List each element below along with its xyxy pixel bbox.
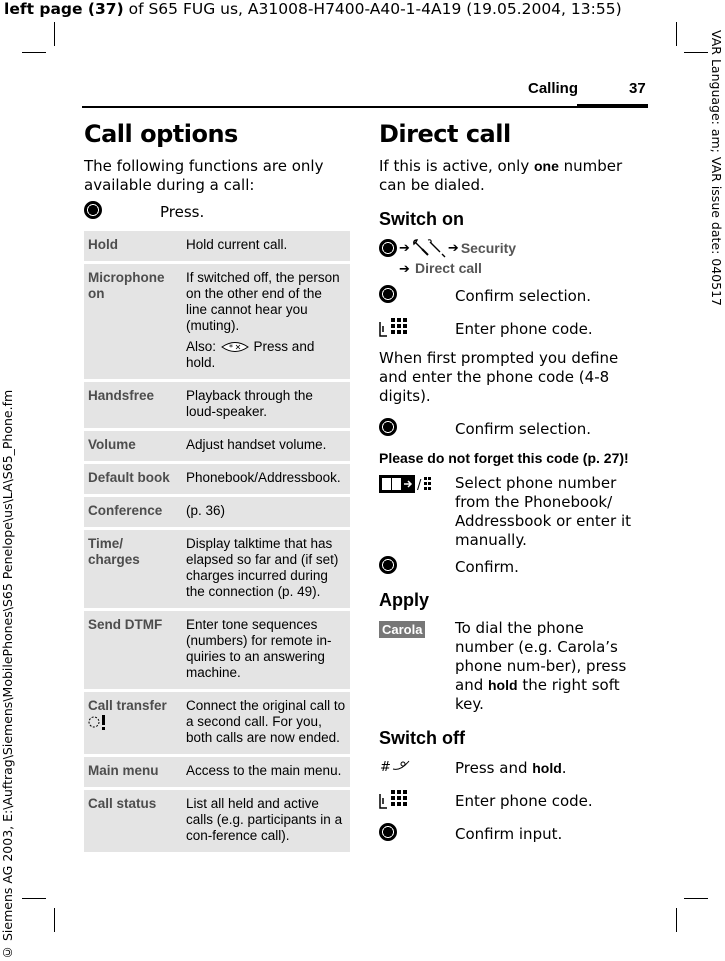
call-options-intro: The following functions are only available during a call: <box>84 157 324 194</box>
option-desc: Connect the original call to a second call. For you, both calls are now ended. <box>182 692 350 754</box>
option-desc: Display talktime that has elapsed so far and (if set) charges incurred during the connection (p. 49). <box>182 530 350 608</box>
apply-part: the right soft key. <box>455 676 620 713</box>
keypad-icon <box>379 788 411 810</box>
step-row <box>379 556 647 578</box>
option-key: Microphone on <box>84 264 182 379</box>
option-desc: Playback through the loud-speaker. <box>182 382 350 428</box>
navigation-key-icon <box>379 239 397 257</box>
step-text: Confirm input. <box>455 824 563 843</box>
step-row <box>379 619 647 714</box>
apply-heading: Apply <box>379 590 430 610</box>
option-key: Send DTMF <box>84 611 182 689</box>
step-text: Confirm selection. <box>455 286 592 305</box>
step-text: Confirm selection. <box>455 419 592 438</box>
table-row <box>84 464 350 494</box>
option-desc: (p. 36) <box>182 497 350 527</box>
step-row <box>379 418 647 440</box>
copyright-path: © Siemens AG 2003, E:\Auftrag\Siemens\MobilePhones\S65 Penelope\us\LA\S65_Phone.fm <box>0 389 15 960</box>
intro-part: If this is active, only <box>379 157 534 175</box>
step-text: Select phone number from the Phonebook/ Addressbook or enter it manually. <box>455 474 632 549</box>
option-key: Hold <box>84 231 182 261</box>
intro-bold: one <box>534 158 559 174</box>
navigation-key-icon <box>379 556 397 574</box>
running-title: Calling <box>528 80 579 97</box>
menu-path-security: Security <box>460 240 517 256</box>
print-info-bold: left page (37) <box>4 0 124 18</box>
header-rule-accent <box>577 104 648 108</box>
call-options-title: Call options <box>84 120 238 148</box>
option-desc: Adjust handset volume. <box>182 431 350 461</box>
direct-call-title: Direct call <box>379 120 511 148</box>
apply-part: To dial the phone number (e.g. Carola’s phone num-ber), press and <box>455 619 627 694</box>
option-desc: Access to the main menu. <box>182 757 350 787</box>
step-row <box>379 474 647 550</box>
option-key: Main menu <box>84 757 182 787</box>
call-options-section <box>84 120 350 855</box>
table-row <box>84 530 350 608</box>
step-row <box>379 823 647 845</box>
crop-mark <box>676 908 677 932</box>
option-key: Handsfree <box>84 382 182 428</box>
table-row <box>84 382 350 428</box>
table-row <box>84 611 350 689</box>
warning-text: Please do not forget this code (p. 27)! <box>379 450 629 466</box>
option-desc: Hold current call. <box>182 231 350 261</box>
switch-on-heading: Switch on <box>379 209 464 229</box>
crop-mark <box>22 52 46 53</box>
option-key: Call transfer <box>88 698 167 713</box>
option-key: Default book <box>84 464 182 494</box>
step-row <box>379 317 647 341</box>
var-language-note: VAR Language: am; VAR issue date: 040517 <box>709 30 724 306</box>
provider-service-icon <box>88 714 110 730</box>
press-and: Press and <box>455 758 533 777</box>
step-text: Enter phone code. <box>455 791 593 810</box>
print-info-header <box>4 0 622 18</box>
menu-path-direct-call: Direct call <box>415 260 482 276</box>
option-key: Time/ charges <box>84 530 182 608</box>
step-text <box>455 759 567 778</box>
option-key: Call status <box>84 790 182 852</box>
also-prefix: Also: <box>186 339 217 354</box>
arrow-icon: ➔ <box>399 240 410 256</box>
print-info-rest: of S65 FUG us, A31008-H7400-A40-1-4A19 (19.05.2004, 13:55) <box>123 0 622 18</box>
carola-soft-key: Carola <box>379 621 425 638</box>
star-key-icon <box>220 340 250 354</box>
table-row <box>84 264 350 379</box>
navigation-key-icon <box>379 418 397 436</box>
step-row <box>379 285 647 307</box>
arrow-icon: ➔ <box>399 262 410 277</box>
press-text: Press. <box>160 202 205 221</box>
intro-part: number can be dialed. <box>379 157 623 194</box>
call-options-table <box>84 228 350 855</box>
option-desc-cell <box>182 264 350 379</box>
first-prompt-text: When first prompted you define and enter the phone code (4-8 digits). <box>379 349 619 405</box>
option-desc: Enter tone sequences (numbers) for remote in-quiries to an answering machine. <box>182 611 350 689</box>
step-text: Confirm. <box>455 557 519 576</box>
direct-call-intro <box>379 157 647 195</box>
option-desc: If switched off, the person on the other end of the line cannot hear you (muting). <box>186 270 340 333</box>
hold-bold: hold <box>532 759 562 776</box>
crop-mark <box>684 898 708 899</box>
apply-text <box>455 619 645 714</box>
table-row <box>84 497 350 527</box>
option-key: Volume <box>84 431 182 461</box>
navigation-key-icon <box>379 823 397 841</box>
navigation-key-icon <box>379 285 397 303</box>
option-key-cell <box>84 692 182 754</box>
direct-call-section <box>379 120 647 845</box>
phonebook-keypad-icon <box>379 474 431 494</box>
step-row <box>379 789 647 813</box>
svg-text:#: # <box>380 760 391 775</box>
switch-off-heading: Switch off <box>379 728 465 748</box>
menu-path <box>379 238 647 277</box>
table-row <box>84 790 350 852</box>
crop-mark <box>676 22 677 46</box>
period: . <box>561 758 567 777</box>
header-rule <box>82 106 648 108</box>
crop-mark <box>54 22 55 46</box>
settings-wrench-icon <box>412 238 446 258</box>
option-desc: List all held and active calls (e.g. participants in a con-ference call). <box>182 790 350 852</box>
option-desc: Phonebook/Addressbook. <box>182 464 350 494</box>
apply-bold: hold <box>488 677 518 693</box>
hash-key-icon <box>379 757 413 775</box>
table-row <box>84 757 350 787</box>
navigation-key-icon <box>84 201 102 219</box>
also-suffix: Press and hold. <box>186 339 315 370</box>
press-row <box>84 201 350 223</box>
arrow-icon: ➔ <box>447 240 459 256</box>
table-row <box>84 692 350 754</box>
svg-text:/: / <box>417 478 422 493</box>
table-row <box>84 431 350 461</box>
step-text: Enter phone code. <box>455 319 593 338</box>
table-row <box>84 231 350 261</box>
option-key: Conference <box>84 497 182 527</box>
svg-text:*: * <box>228 343 233 353</box>
page-number: 37 <box>629 80 646 97</box>
option-also-line <box>186 339 346 371</box>
crop-mark <box>54 908 55 932</box>
step-row <box>379 757 647 779</box>
crop-mark <box>22 898 46 899</box>
keypad-icon <box>379 316 411 338</box>
